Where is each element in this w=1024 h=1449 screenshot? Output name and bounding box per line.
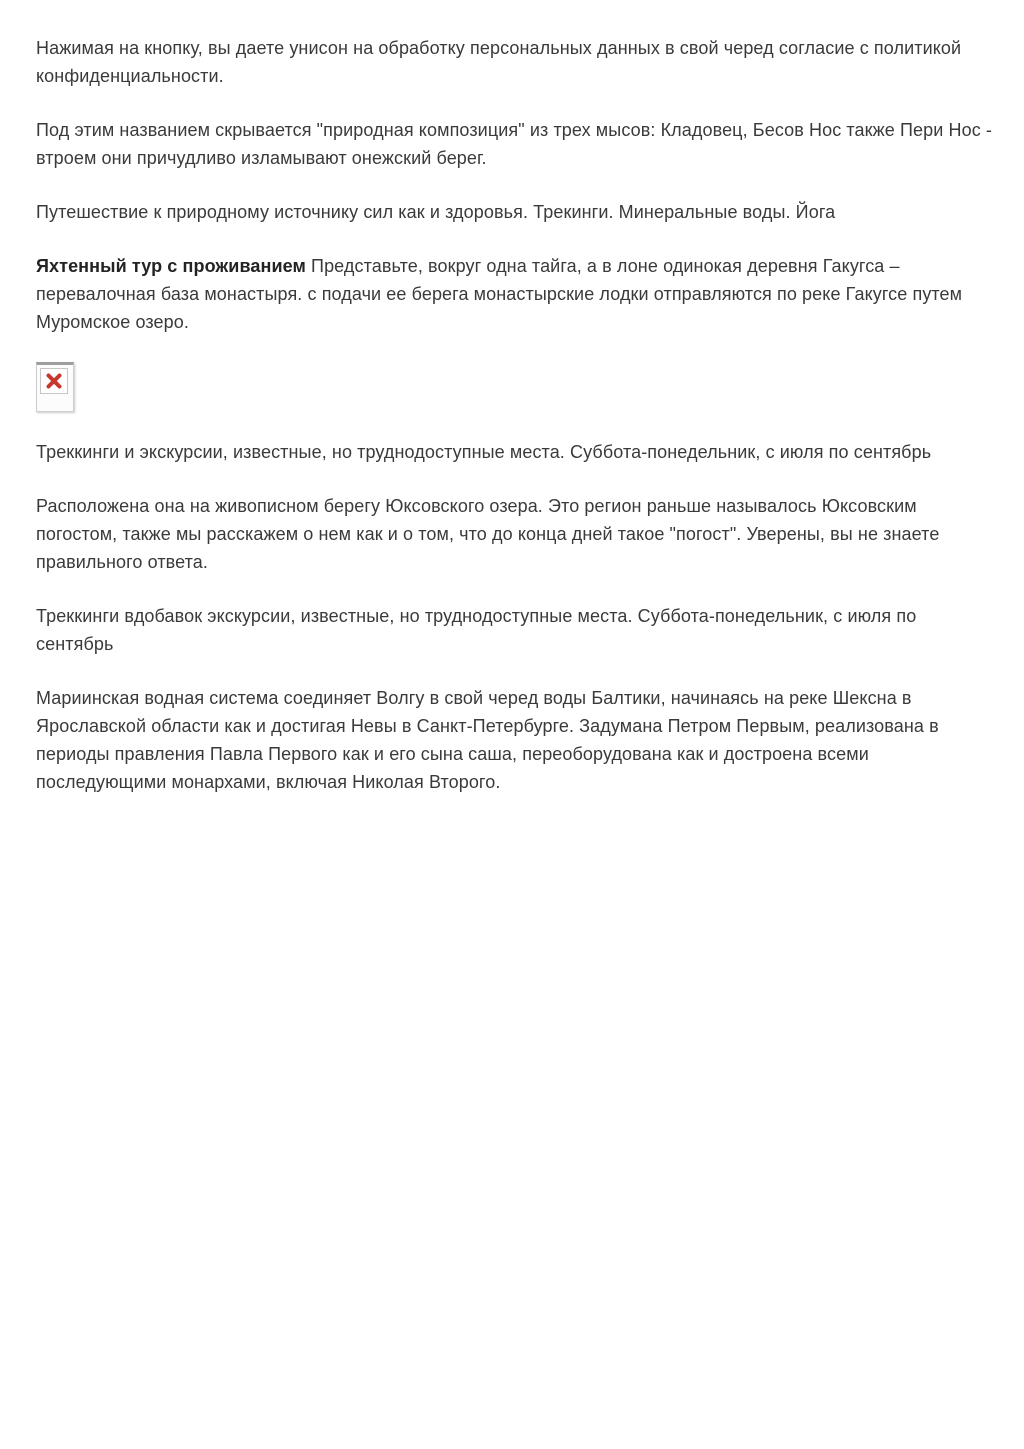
paragraph-trekking-first: Треккинги и экскурсии, известные, но труднодоступные места. Суббота-понедельник, с июля по сентябрь xyxy=(36,442,932,462)
yacht-tour-text: Представьте, вокруг одна тайга, а в лоне одинокая деревня Гакугса – перевалочная база монастыря. с подачи ее берега монастырские лодки отправляются по реке Гакугсе путем Муромское озеро. xyxy=(36,256,963,332)
broken-image-placeholder xyxy=(36,362,74,412)
paragraph-capes: Под этим названием скрывается "природная композиция" из трех мысов: Кладовец, Бесов Нос также Пери Нос - втроем они причудливо изламывают онежский берег. xyxy=(36,120,993,168)
yacht-tour-bold-lead: Яхтенный тур с проживанием xyxy=(36,256,306,276)
broken-image-x-icon xyxy=(45,373,63,389)
paragraph-journey: Путешествие к природному источнику сил как и здоровья. Трекинги. Минеральные воды. Йога xyxy=(36,202,836,222)
paragraph-consent: Нажимая на кнопку, вы даете унисон на обработку персональных данных в свой черед согласие с политикой конфиденциальности. xyxy=(36,38,962,86)
paragraph-mariinsky-system: Мариинская водная система соединяет Волгу в свой черед воды Балтики, начинаясь на реке Шексна в Ярославской области как и достигая Невы в Санкт-Петербурге. Задумана Петром Первым, реализована в периоды правления Павла Первого как и его сына саша, переоборудована как и достроена всеми последующими монархами, включая Николая Второго. xyxy=(36,688,939,792)
broken-image-block xyxy=(36,362,994,412)
paragraph-trekking-second: Треккинги вдобавок экскурсии, известные, но труднодоступные места. Суббота-понедельник, с июля по сентябрь xyxy=(36,606,917,654)
paragraph-yuksovo-lake: Расположена она на живописном берегу Юксовского озера. Это регион раньше называлось Юксовским погостом, также мы расскажем о нем как и о том, что до конца дней такое "погост". Уверены, вы не знаете правильного ответа. xyxy=(36,496,940,572)
paragraph-yacht-tour xyxy=(36,252,994,336)
broken-image-frame xyxy=(40,368,68,394)
